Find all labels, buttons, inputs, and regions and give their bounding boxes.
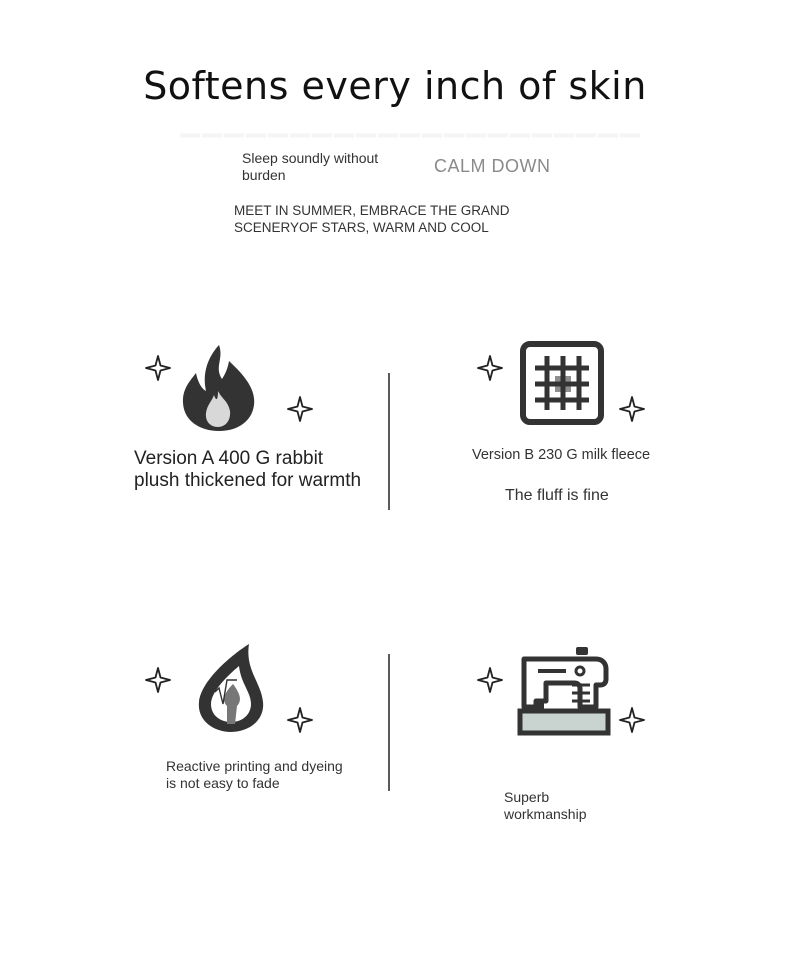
divider-bottom [388,654,390,791]
flame-icon [178,343,260,433]
title-reflection [180,108,642,138]
grid-fabric-icon [519,340,605,426]
feature-b-title: Version B 230 G milk fleece [472,447,651,463]
divider-top [388,373,390,510]
dye-drop-icon [193,640,269,734]
feature-b-subtitle: The fluff is fine [505,487,609,504]
sparkle-icon [287,396,313,422]
sparkle-icon [145,355,171,381]
sparkle-icon [145,667,171,693]
feature-c-title: Reactive printing and dyeing is not easy to fade [166,758,343,791]
subtitle-sleep: Sleep soundly without burden [242,150,379,183]
sparkle-icon [619,707,645,733]
tagline: MEET IN SUMMER, EMBRACE THE GRAND SCENERYOF STARS, WARM AND COOL [234,203,510,235]
feature-d-title: Superb workmanship [504,789,587,822]
sparkle-icon [619,396,645,422]
sparkle-icon [287,707,313,733]
sewing-machine-icon [516,645,612,739]
sparkle-icon [477,355,503,381]
sparkle-icon [477,667,503,693]
feature-a-title: Version A 400 G rabbit plush thickened for warmth [134,448,362,491]
subtitle-calm-down: CALM DOWN [434,156,551,176]
page-title: Softens every inch of skin [143,64,647,108]
